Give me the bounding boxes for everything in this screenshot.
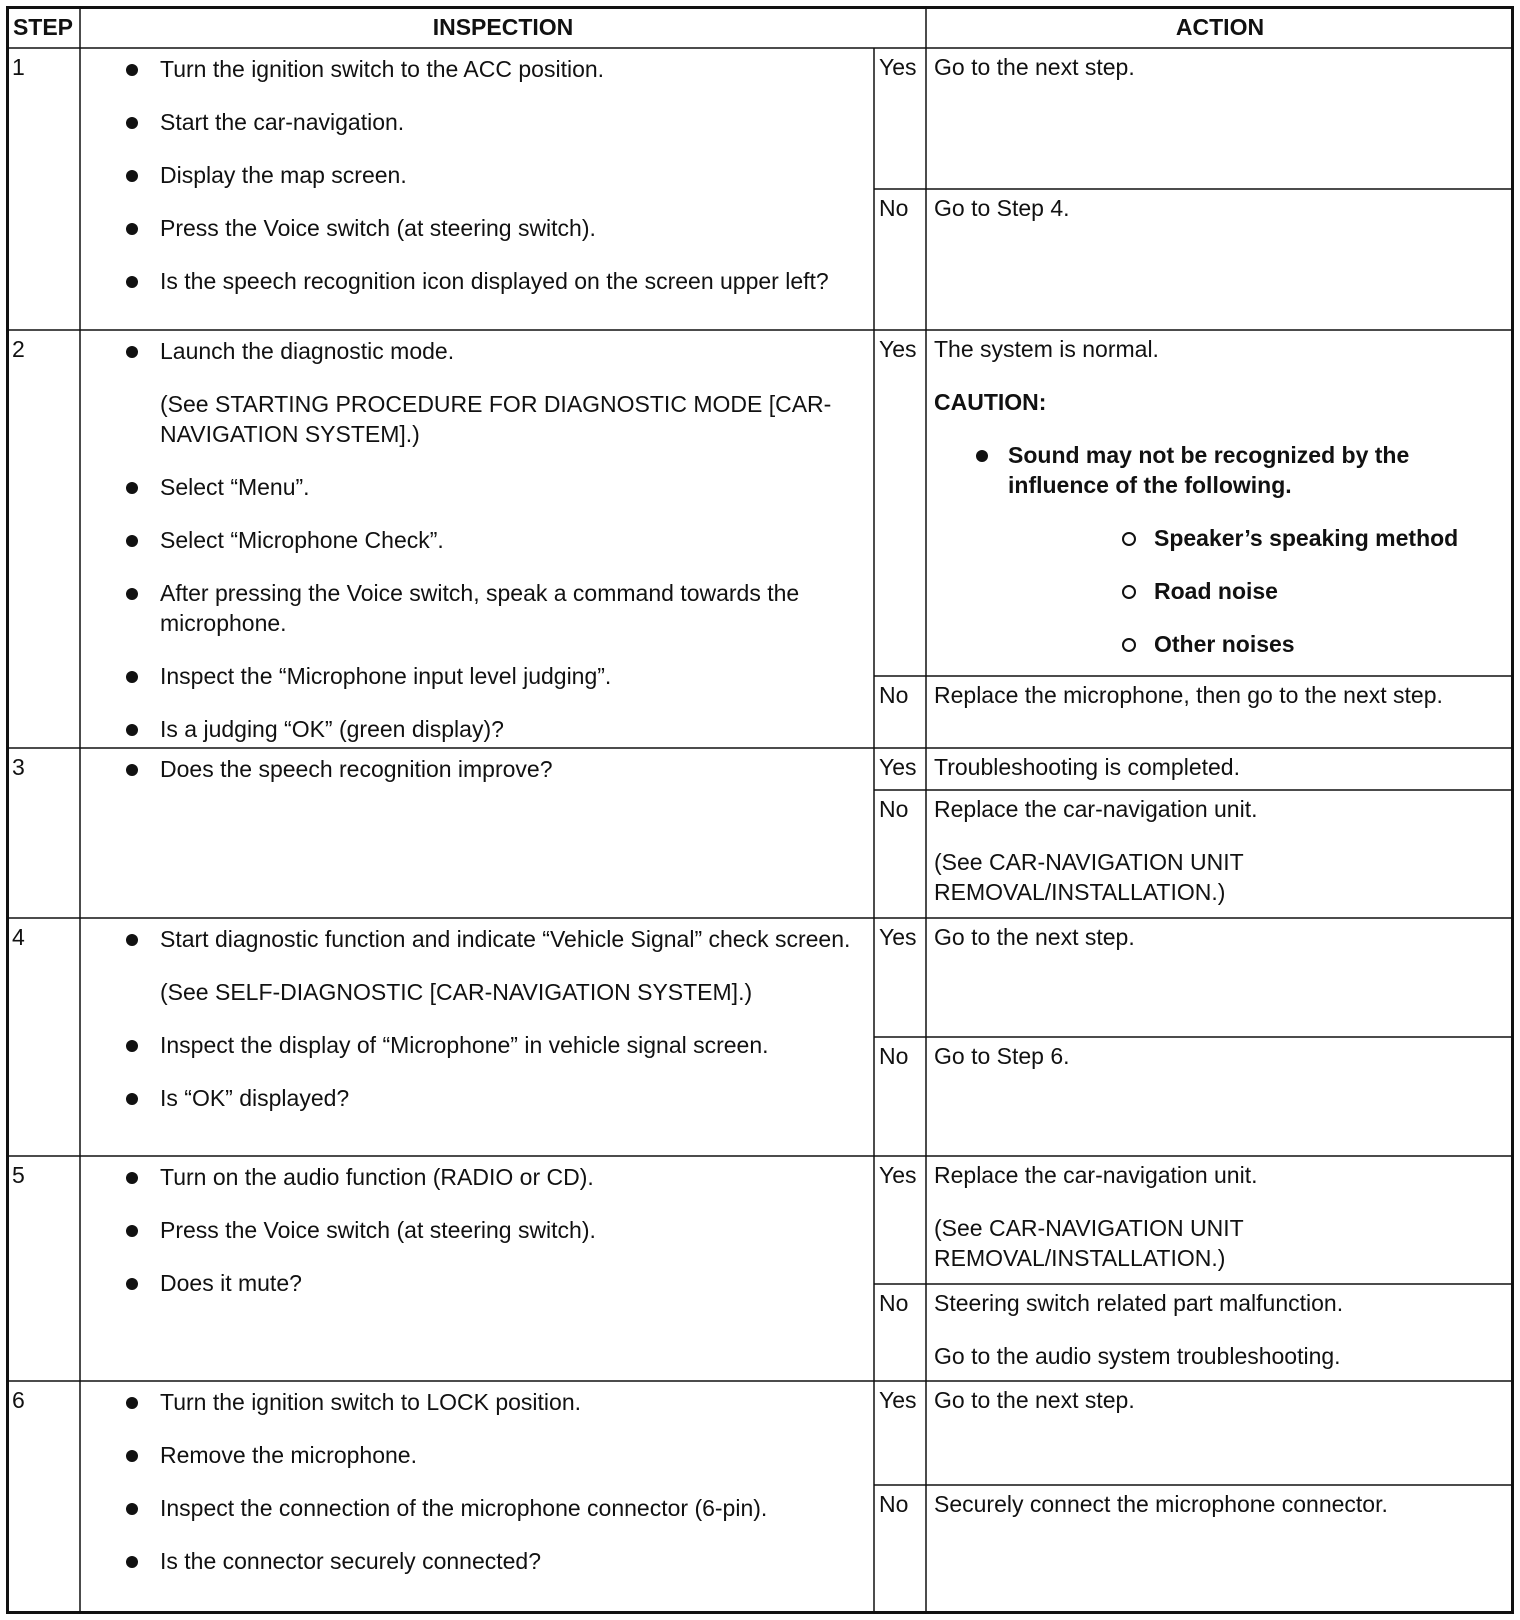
inspection-item: Does the speech recognition improve?: [80, 754, 864, 784]
caution-title: CAUTION:: [934, 389, 1047, 415]
header-inspection: INSPECTION: [432, 14, 574, 40]
yes-action: Troubleshooting is completed.: [934, 754, 1240, 780]
inspection-item: Inspect the display of “Microphone” in vehicle signal screen.: [80, 1030, 864, 1060]
no-label: No: [879, 1290, 909, 1316]
caution-item: Road noise: [1008, 576, 1508, 606]
yes-action: Replace the car-navigation unit. (See CAR-NAVIGATION UNIT REMOVAL/INSTALLATION.): [926, 1156, 1514, 1273]
no-action: Replace the microphone, then go to the next step.: [934, 682, 1443, 708]
no-note: (See CAR-NAVIGATION UNIT REMOVAL/INSTALLATION.): [934, 849, 1244, 905]
no-label: No: [879, 682, 909, 708]
header-step: STEP: [12, 14, 74, 40]
inspection-item: Is the speech recognition icon displayed on the screen upper left?: [80, 266, 864, 296]
inspection-item: Remove the microphone.: [80, 1440, 864, 1470]
inspection-item: Select “Microphone Check”.: [80, 525, 864, 555]
no-label: No: [879, 195, 909, 221]
header-action: ACTION: [1175, 14, 1265, 40]
inspection-item: Does it mute?: [80, 1268, 864, 1298]
inspection-item: Inspect the “Microphone input level judging”.: [80, 661, 864, 691]
inspection-item: Is the connector securely connected?: [80, 1546, 864, 1576]
step-number: 5: [12, 1162, 25, 1188]
yes-action: Go to the next step.: [934, 924, 1135, 950]
no-action: Securely connect the microphone connector.: [934, 1491, 1388, 1517]
inspection-item: After pressing the Voice switch, speak a command towards the microphone.: [80, 578, 864, 638]
caution-item: Speaker’s speaking method: [1008, 523, 1508, 553]
no-label: No: [879, 1043, 909, 1069]
inspection-item: Start the car-navigation.: [80, 107, 864, 137]
inspection-item: Press the Voice switch (at steering switch).: [80, 1215, 864, 1245]
caution-bullet: Sound may not be recognized by the influence of the following. Speaker’s speaking method Road noise Other noises: [934, 440, 1508, 659]
yes-label: Yes: [879, 1387, 917, 1413]
inspection-item: Launch the diagnostic mode. (See STARTING PROCEDURE FOR DIAGNOSTIC MODE [CAR-NAVIGATION SYSTEM].): [80, 336, 864, 449]
inspection-item: Turn the ignition switch to LOCK position.: [80, 1387, 864, 1417]
no-action: Steering switch related part malfunction. Go to the audio system troubleshooting.: [926, 1284, 1514, 1371]
yes-label: Yes: [879, 54, 917, 80]
step-number: 4: [12, 924, 25, 950]
step-number: 1: [12, 54, 25, 80]
inspection-item: Press the Voice switch (at steering switch).: [80, 213, 864, 243]
yes-label: Yes: [879, 924, 917, 950]
inspection-item: Turn the ignition switch to the ACC position.: [80, 54, 864, 84]
inspection-item: Display the map screen.: [80, 160, 864, 190]
yes-note: (See CAR-NAVIGATION UNIT REMOVAL/INSTALLATION.): [934, 1215, 1244, 1271]
inspection-note: (See STARTING PROCEDURE FOR DIAGNOSTIC MODE [CAR-NAVIGATION SYSTEM].): [160, 391, 832, 447]
yes-label: Yes: [879, 754, 917, 780]
inspection-item: Is a judging “OK” (green display)?: [80, 714, 864, 744]
inspection-note: (See SELF-DIAGNOSTIC [CAR-NAVIGATION SYSTEM].): [160, 979, 753, 1005]
inspection-item: Is “OK” displayed?: [80, 1083, 864, 1113]
no-label: No: [879, 1491, 909, 1517]
step-number: 2: [12, 336, 25, 362]
caution-item: Other noises: [1008, 629, 1508, 659]
no-action: Go to Step 6.: [934, 1043, 1070, 1069]
inspection-item: Select “Menu”.: [80, 472, 864, 502]
inspection-item: Turn on the audio function (RADIO or CD).: [80, 1162, 864, 1192]
table-grid: [6, 6, 1514, 1614]
no-note: Go to the audio system troubleshooting.: [934, 1343, 1341, 1369]
yes-label: Yes: [879, 336, 917, 362]
troubleshooting-table: [6, 6, 1514, 1614]
step-number: 6: [12, 1387, 25, 1413]
yes-label: Yes: [879, 1162, 917, 1188]
yes-action: The system is normal. CAUTION: Sound may not be recognized by the influence of the following. Speaker’s speaking method Road noise Other noises: [926, 330, 1514, 676]
no-action: Go to Step 4.: [934, 195, 1070, 221]
yes-action: Go to the next step.: [934, 54, 1135, 80]
inspection-item: Start diagnostic function and indicate “Vehicle Signal” check screen. (See SELF-DIAGNOSTIC [CAR-NAVIGATION SYSTEM].): [80, 924, 864, 1007]
yes-action: Go to the next step.: [934, 1387, 1135, 1413]
inspection-item: Inspect the connection of the microphone connector (6-pin).: [80, 1493, 864, 1523]
step-number: 3: [12, 754, 25, 780]
no-label: No: [879, 796, 909, 822]
no-action: Replace the car-navigation unit. (See CAR-NAVIGATION UNIT REMOVAL/INSTALLATION.): [926, 790, 1514, 907]
